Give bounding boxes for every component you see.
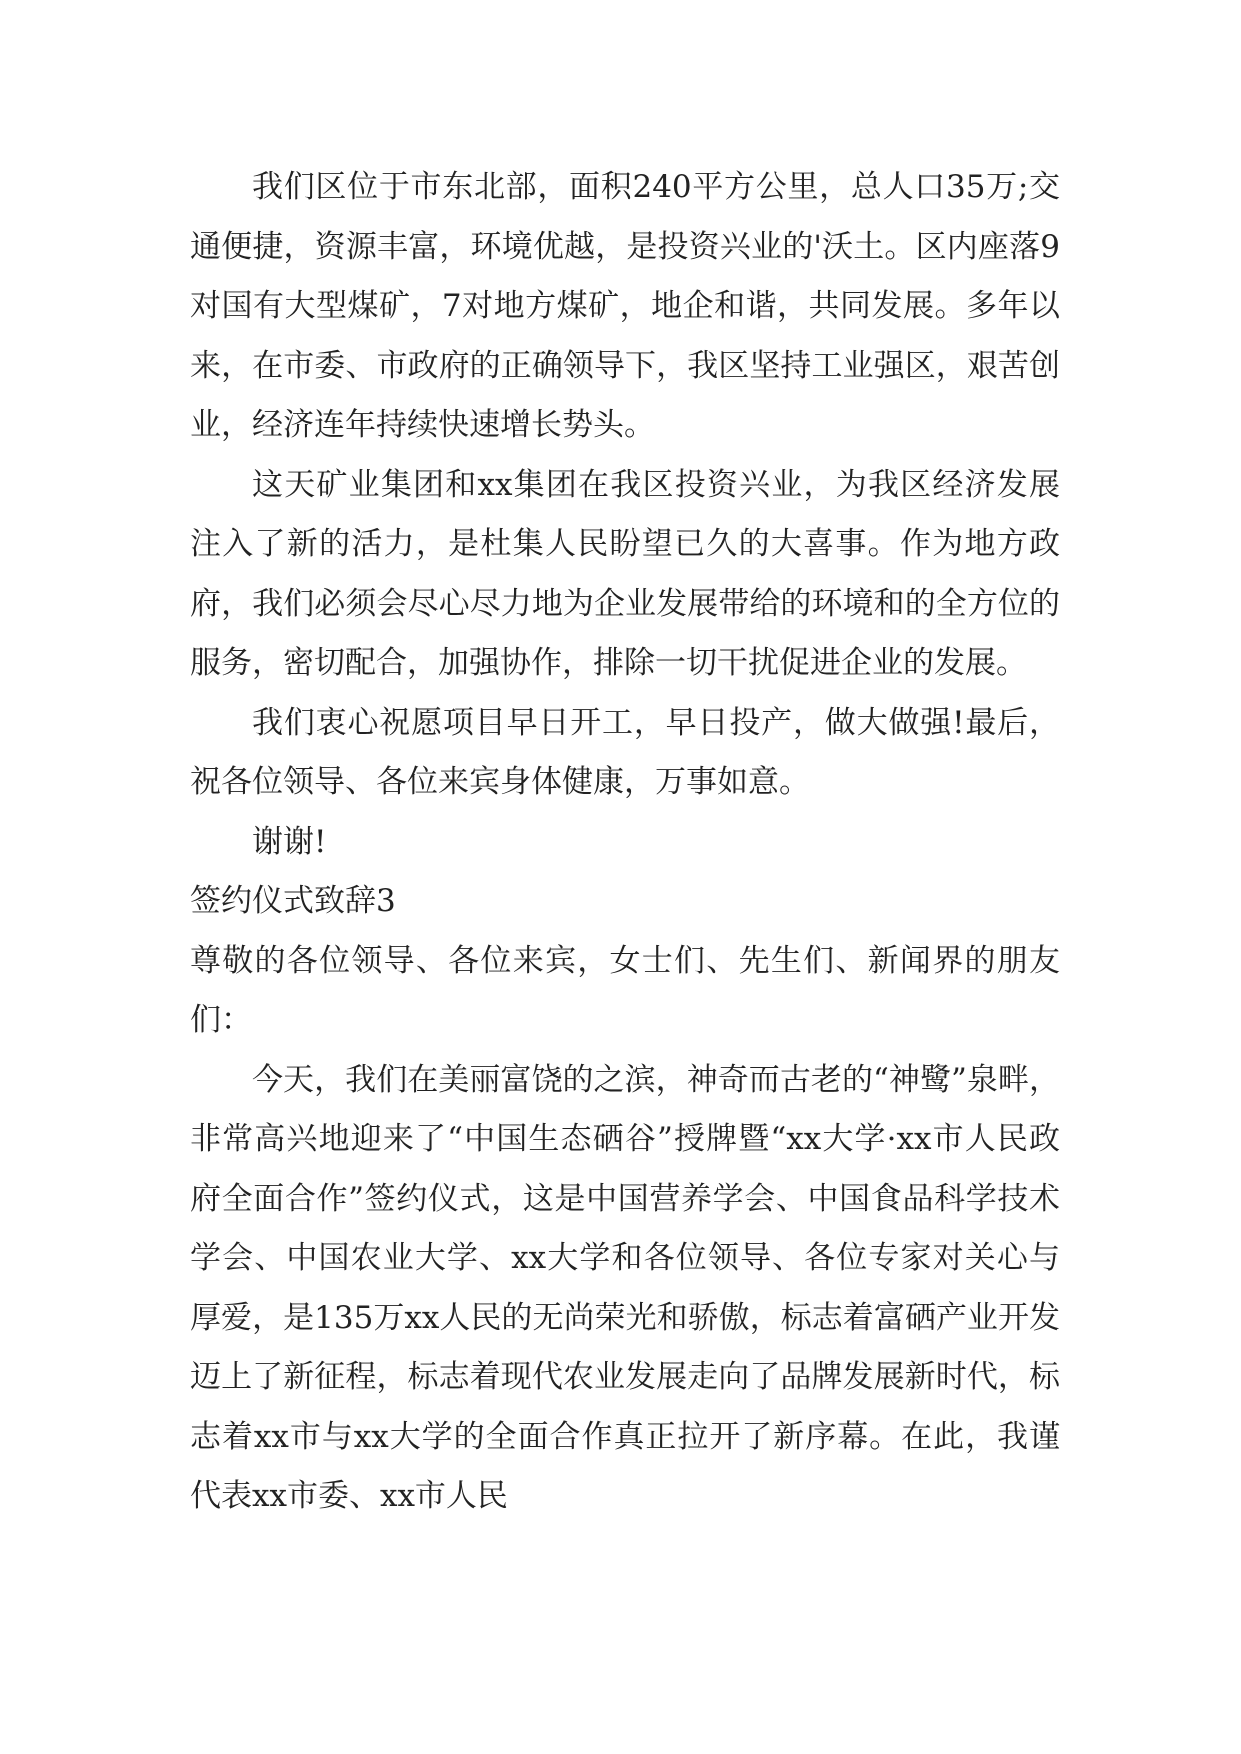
section-title: 签约仪式致辞3 — [190, 883, 396, 919]
body-paragraph-4: 今天，我们在美丽富饶的之滨，神奇而古老的“神鹭”泉畔，非常高兴地迎来了“中国生态硒谷”授牌暨“xx大学·xx市人民政府全面合作”签约仪式，这是中国营养学会、中国食品科学技术学会、中国农业大学、xx大学和各位领导、各位专家对关心与厚爱，是135万xx人民的无尚荣光和骄傲，标志着富硒产业开发迈上了新征程，标志着现代农业发展走向了品牌发展新时代，标志着xx市与xx大学的全面合作真正拉开了新序幕。在此，我谨代表xx市委、xx市人民 — [190, 1061, 1060, 1514]
salutation: 尊敬的各位领导、各位来宾，女士们、先生们、新闻界的朋友们： — [190, 942, 1060, 1038]
body-paragraph-1: 我们区位于市东北部，面积240平方公里，总人口35万;交通便捷，资源丰富，环境优越，是投资兴业的'沃土。区内座落9对国有大型煤矿，7对地方煤矿，地企和谐，共同发展。多年以来，在市委、市政府的正确领导下，我区坚持工业强区，艰苦创业，经济连年持续快速增长势头。 — [190, 169, 1060, 443]
closing-thanks: 谢谢! — [252, 823, 327, 860]
body-paragraph-2: 这天矿业集团和xx集团在我区投资兴业，为我区经济发展注入了新的活力，是杜集人民盼望已久的大喜事。作为地方政府，我们必须会尽心尽力地为企业发展带给的环境和的全方位的服务，密切配合，加强协作，排除一切干扰促进企业的发展。 — [190, 466, 1060, 681]
body-paragraph-3: 我们衷心祝愿项目早日开工，早日投产，做大做强!最后，祝各位领导、各位来宾身体健康，万事如意。 — [190, 704, 1060, 800]
document-body — [190, 158, 1060, 1527]
